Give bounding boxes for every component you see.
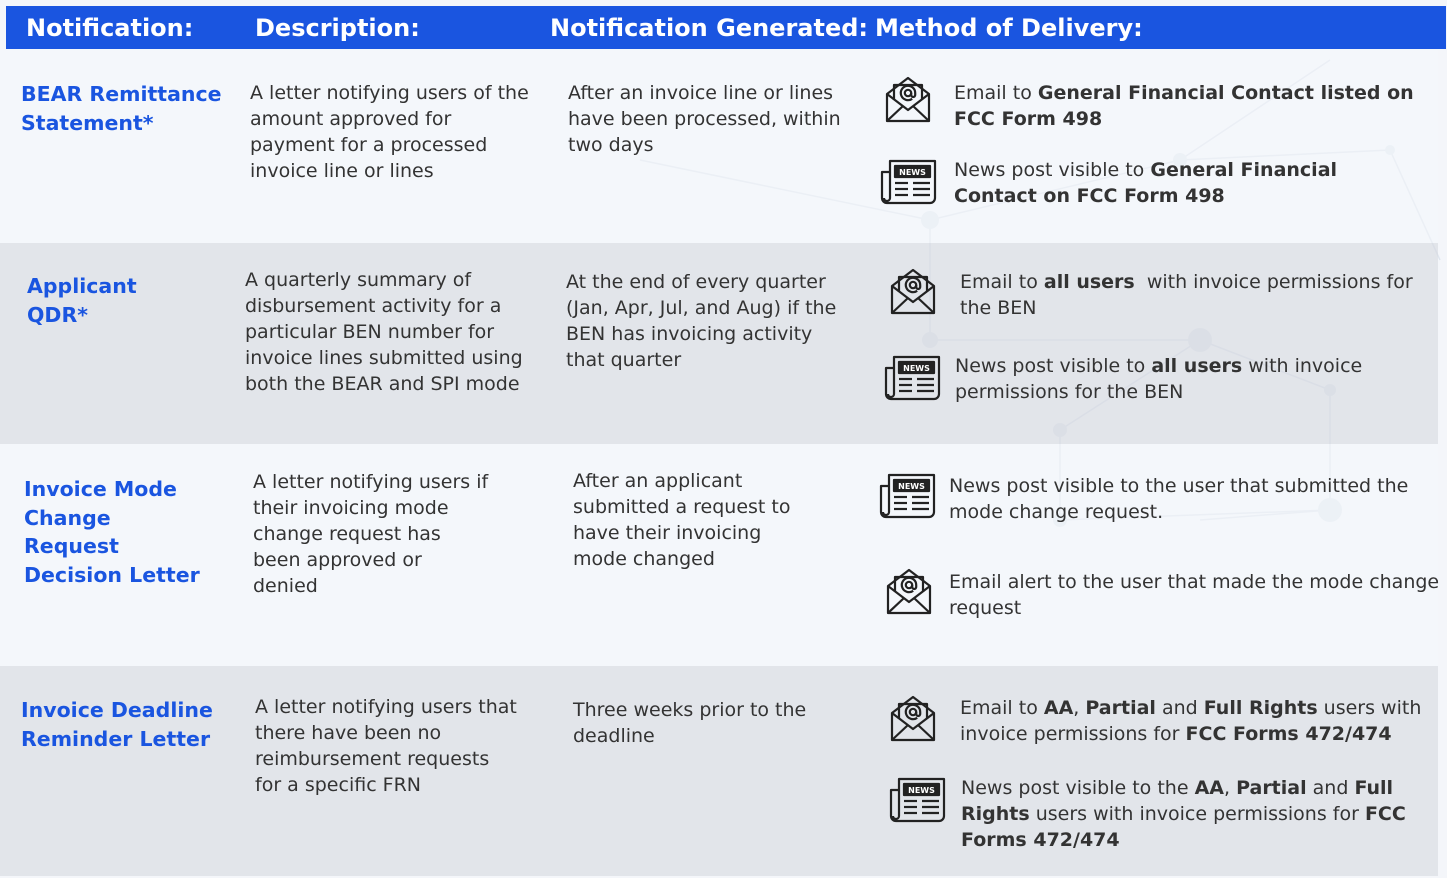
notification-title: BEAR Remittance Statement* [21,82,222,135]
delivery-text: Email to all users with invoice permissions for the BEN [960,271,1413,319]
generated-text: Three weeks prior to the deadline [573,699,807,747]
header-delivery: Method of Delivery: [875,14,1143,42]
email-icon [889,266,937,316]
delivery-text: News post visible to the AA, Partial and Full Rights users with invoice permissions for FCC Forms 472/474 [961,777,1406,851]
description-text: A letter notifying users if their invoicing mode change request has been approved or denied [253,471,489,597]
header-generated: Notification Generated: [550,14,869,42]
svg-text:NEWS: NEWS [908,786,935,795]
email-icon [889,693,937,743]
generated-text: After an invoice line or lines have been processed, within two days [568,82,841,156]
notification-title: Invoice Mode Change Request Decision Letter [24,477,200,587]
delivery-text: News post visible to all users with invoice permissions for the BEN [955,355,1363,403]
header-description: Description: [255,14,420,42]
delivery-text: Email to AA, Partial and Full Rights users with invoice permissions for FCC Forms 472/474 [960,697,1422,745]
generated-text: At the end of every quarter (Jan, Apr, Jul, and Aug) if the BEN has invoicing activity that quarter [566,271,837,371]
delivery-text: News post visible to the user that submitted the mode change request. [949,475,1409,523]
news-icon [889,776,947,824]
table-header [6,6,1446,49]
delivery-text: Email alert to the user that made the mode change request [949,571,1440,619]
news-icon [879,472,937,520]
svg-text:NEWS: NEWS [899,168,926,177]
email-icon [885,566,933,616]
news-icon [884,354,942,402]
notification-title: Applicant QDR* [27,274,137,327]
svg-text:NEWS: NEWS [903,364,930,373]
delivery-text: News post visible to General Financial Contact on FCC Form 498 [954,159,1338,207]
svg-text:NEWS: NEWS [898,482,925,491]
header-notification: Notification: [26,14,194,42]
delivery-text: Email to General Financial Contact listed on FCC Form 498 [954,82,1414,130]
description-text: A letter notifying users that there have been no reimbursement requests for a specific FRN [255,696,517,796]
generated-text: After an applicant submitted a request to have their invoicing mode changed [573,470,791,570]
email-icon [884,74,932,124]
description-text: A quarterly summary of disbursement activity for a particular BEN number for invoice lines submitted using both the BEAR and SPI mode [245,269,523,395]
notification-title: Invoice Deadline Reminder Letter [21,698,213,751]
description-text: A letter notifying users of the amount approved for payment for a processed invoice line or lines [250,82,529,182]
news-icon [880,158,938,206]
